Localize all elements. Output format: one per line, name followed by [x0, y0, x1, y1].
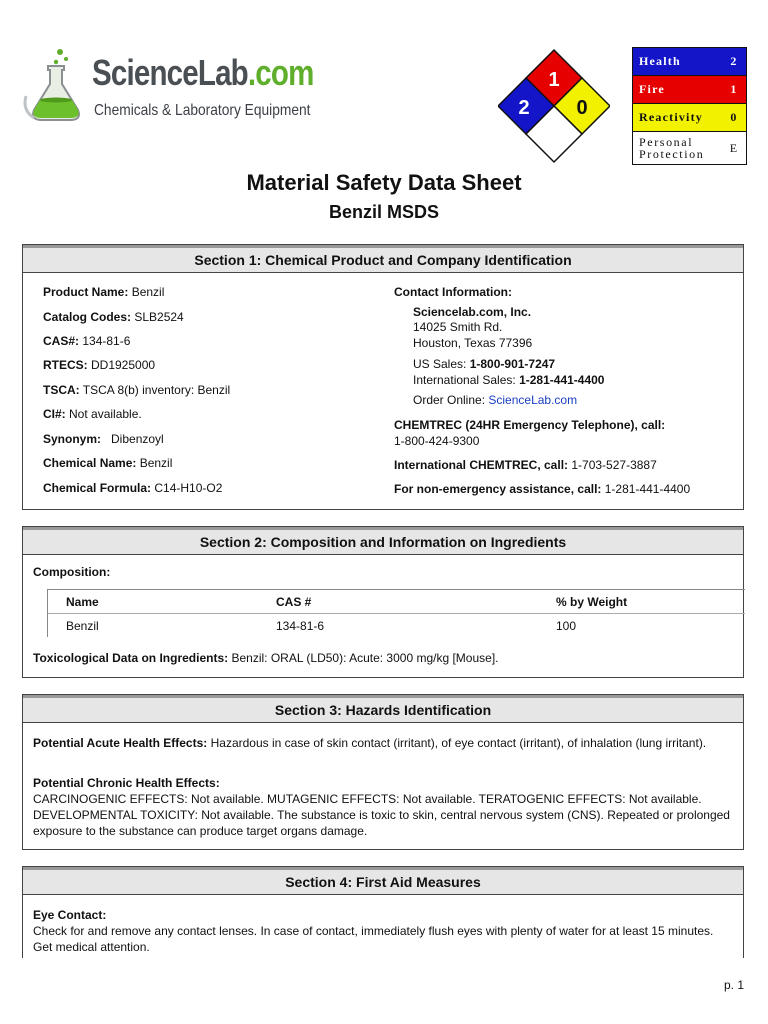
table-cell: 100	[556, 619, 577, 633]
table-cell: 134-81-6	[276, 619, 325, 633]
nfpa-reactivity-value: 0	[576, 97, 588, 119]
sciencelab-logo	[20, 46, 314, 126]
document-subtitle: Benzil MSDS	[328, 202, 439, 222]
section-4	[22, 866, 744, 958]
nfpa-health-value: 2	[518, 97, 530, 119]
ci-number: CI#: Not available.	[43, 407, 142, 421]
eye-contact-text: Check for and remove any contact lenses. In case of contact, immediately flush eyes with plenty of water for at least 15 minutes. Get medical attention.	[33, 924, 714, 954]
table-header-cell: % by Weight	[556, 595, 628, 609]
hazard-row-reactivity: Reactivity 0	[633, 104, 746, 132]
section-2-heading: Section 2: Composition and Information on Ingredients	[23, 527, 743, 555]
section-2	[22, 526, 744, 678]
non-emergency-assistance: For non-emergency assistance, call: 1-281-441-4400	[394, 482, 691, 496]
table-cell: Benzil	[66, 619, 99, 633]
nfpa-diamond	[498, 48, 610, 164]
document-title: Material Safety Data Sheet	[246, 170, 522, 195]
catalog-codes: Catalog Codes: SLB2524	[43, 310, 184, 324]
contact-label: Contact Information:	[394, 285, 512, 299]
chemical-name: Chemical Name: Benzil	[43, 456, 173, 470]
hazard-row-fire: Fire 1	[633, 76, 746, 104]
section-3-heading: Section 3: Hazards Identification	[23, 695, 743, 723]
us-sales: US Sales: 1-800-901-7247	[413, 357, 556, 371]
page-number: p. 1	[723, 978, 744, 992]
hazard-row-personal-protection: Personal Protection E	[633, 132, 746, 164]
hazard-row-health: Health 2	[633, 48, 746, 76]
table-header-cell: CAS #	[276, 595, 312, 609]
table-header-row	[48, 590, 745, 614]
logo-tagline: Chemicals & Laboratory Equipment	[94, 102, 311, 119]
section-3	[22, 694, 744, 850]
acute-health-effects: Potential Acute Health Effects: Hazardous in case of skin contact (irritant), of eye contact (irritant), of inhalation (lung irritant).	[33, 736, 707, 750]
synonym: Synonym: Dibenzoyl	[43, 432, 164, 446]
logo-wordmark: ScienceLab.com	[92, 52, 314, 93]
flask-icon	[20, 46, 90, 126]
order-online-link[interactable]: ScienceLab.com	[488, 393, 578, 407]
composition-label: Composition:	[33, 565, 111, 579]
section-1-heading: Section 1: Chemical Product and Company Identification	[23, 245, 743, 273]
chemical-formula: Chemical Formula: C14-H10-O2	[43, 481, 223, 495]
table-header-cell: Name	[66, 595, 99, 609]
address-line-2: Houston, Texas 77396	[413, 336, 533, 350]
toxicological-data: Toxicological Data on Ingredients: Benzil: ORAL (LD50): Acute: 3000 mg/kg [Mouse].	[33, 651, 499, 665]
cas-number: CAS#: 134-81-6	[43, 334, 131, 348]
international-sales: International Sales: 1-281-441-4400	[413, 373, 605, 387]
chemtrec-phone: 1-800-424-9300	[394, 434, 480, 448]
eye-contact-label: Eye Contact:	[33, 908, 107, 922]
company-name: Sciencelab.com, Inc.	[413, 305, 532, 319]
rtecs: RTECS: DD1925000	[43, 358, 156, 372]
section-4-heading: Section 4: First Aid Measures	[23, 867, 743, 895]
order-online: Order Online: ScienceLab.com	[413, 393, 578, 407]
tsca: TSCA: TSCA 8(b) inventory: Benzil	[43, 383, 231, 397]
address-line-1: 14025 Smith Rd.	[413, 320, 503, 334]
product-name: Product Name: Benzil	[43, 285, 165, 299]
section-1	[22, 244, 744, 510]
hazard-rating-table	[632, 47, 747, 165]
nfpa-fire-value: 1	[548, 69, 560, 91]
international-chemtrec: International CHEMTREC, call: 1-703-527-3887	[394, 458, 657, 472]
ingredients-table	[47, 589, 745, 637]
table-row	[48, 614, 745, 637]
chronic-health-effects-label: Potential Chronic Health Effects:	[33, 776, 220, 790]
chronic-health-effects-text: CARCINOGENIC EFFECTS: Not available. MUTAGENIC EFFECTS: Not available. TERATOGENIC EFFECTS: Not available. DEVELOPMENTAL TOXICITY: Not available. The substance is toxic to skin, central nervous system (CNS). Repeated or prolonged exposure to the substance can produce target organs damage.	[33, 792, 730, 838]
chemtrec-label: CHEMTREC (24HR Emergency Telephone), call:	[394, 418, 666, 432]
